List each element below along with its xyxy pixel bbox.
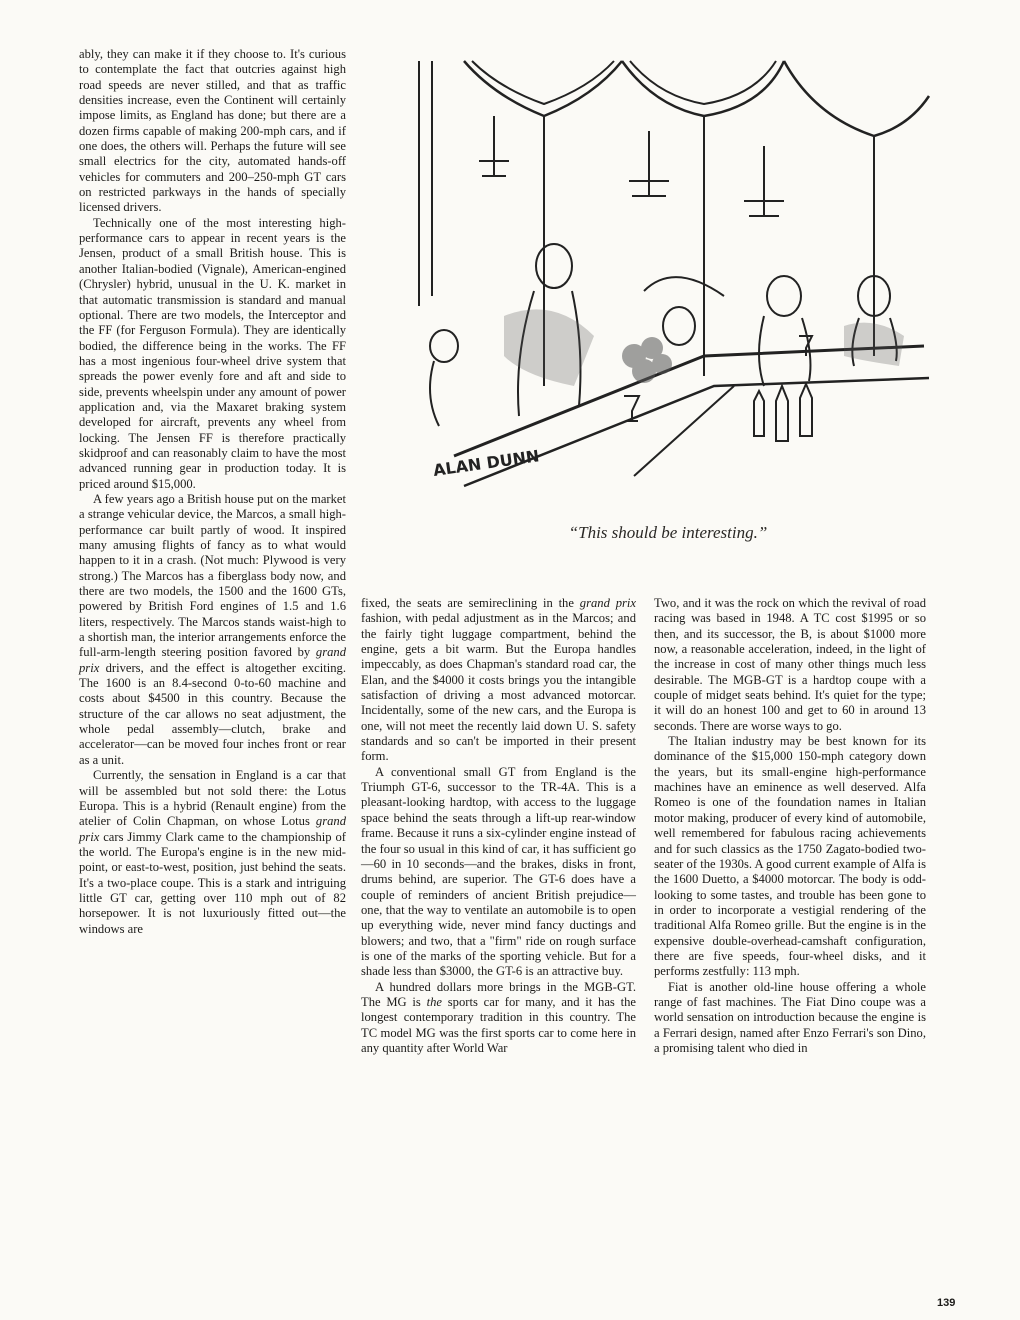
paragraph: A conventional small GT from England is the Triumph GT-6, successor to the TR-4A. This is a pleasant-looking hardtop, with access to the luggage space behind the seats through a lift-up rear-window frame. Because it runs a six-cylinder engine instead of the four so usual in this kind of car, it has sufficient go—60 in 10 seconds—and the brakes, disks in front, drums behind, are superior. The GT-6 does have a couple of reminders of ancient British prejudice—one, that the way to ventilate an automobile is to open up everything wide, never mind fancy ductings and blowers; and two, that a "firm" ride on rough surface is one of the marks of the sporting vehicle. But for a shade less than $3000, the GT-6 is an attractive buy. — [361, 764, 636, 979]
text-column-1 — [79, 47, 346, 937]
paragraph: Two, and it was the rock on which the revival of road racing was based in 1948. A TC cost $1995 or so then, and its successor, the B, is about $1000 more now, a reasonable acceleration, indeed, in the light of the increase in cost of many other things much less desirable. The MGB-GT is a hardtop coupe with a couple of midget seats behind. It's quiet for the type; it will do an honest 100 and get to 60 in around 13 seconds. There are worse ways to go. — [654, 596, 926, 733]
cartoon-caption: “This should be interesting.” — [568, 523, 768, 542]
paragraph: A hundred dollars more brings in the MGB-GT. The MG is the sports car for many, and it has the longest contemporary tradition in this country. The TC model MG was the first sports car to come here in any quantity after World War — [361, 979, 636, 1055]
cartoon-illustration — [404, 56, 932, 506]
paragraph: The Italian industry may be best known for its dominance of the $15,000 150-mph category down the years, but its small-engine high-performance machines have an eminence as well deserved. Alfa Romeo is one of the foundation names in Italian motor making, producer of every kind of automobile, well remembered for fabulous racing achievements and for such classics as the 1750 Zagato-bodied two-seater of the 1930s. A good current example of Alfa is the 1600 Duetto, a $4000 motorcar. The body is odd-looking to some tastes, and trouble has been gone to in order to incorporate a vestigial rendering of the traditional Alfa Romeo grille. But the engine is in the expensive double-overhead-camshaft configuration, there are five speeds, four-wheel disks, and it performs zestfully: 113 mph. — [654, 734, 926, 979]
paragraph: Fiat is another old-line house offering a whole range of fast machines. The Fiat Dino coupe was a world sensation on introduction because the engine is a Ferrari design, named after Enzo Ferrari's son Dino, a promising talent who died in — [654, 979, 926, 1055]
cartoonist-signature: ALAN DUNN — [431, 446, 541, 480]
paragraph: Technically one of the most interesting high-performance cars to appear in recent years is the Jensen, product of a small British house. This is another Italian-bodied (Vignale), American-engined (Chrysler) hybrid, unusual in the U. K. market in that automatic transmission is standard and manual optional. There are two models, the Interceptor and the FF (for Ferguson Formula). They are identically bodied, the difference being in the works. The FF has a most ingenious four-wheel drive system that spreads the power evenly fore and aft and side to side, prevents wheelspin under any amount of power application and, via the Maxaret braking system developed for aircraft, prevents any wheel from locking. The Jensen FF is therefore practically skidproof and can reasonably claim to have the most advanced running gear in production today. It is priced around $15,000. — [79, 215, 346, 491]
paragraph: fixed, the seats are semireclining in the grand prix fashion, with pedal adjustment as in the Marcos; and the fairly tight luggage compartment, behind the engine, gets a bit warm. But the Europa handles impeccably, as does Chapman's standard road car, the Elan, and the $4000 it costs brings you the intangible satisfaction of driving a most advanced motorcar. Incidentally, some of the new cars, and the Europa is one, will not meet the recently laid down U. S. safety standards and so can't be imported in their present form. — [361, 596, 636, 764]
page-number: 139 — [937, 1297, 956, 1309]
text-column-2 — [361, 596, 636, 1056]
paragraph: ably, they can make it if they choose to. It's curious to contemplate the fact that outcries against high road speeds are never stilled, and that as traffic densities increase, even the Continent will certainly impose limits, as England has done; but there are a dozen firms capable of making 200-mph cars, and if one does, the others will. Perhaps the future will see small electrics for the city, automated hands-off vehicles for commuters and 200–250-mph GT cars on restricted parkways in the hands of specially licensed drivers. — [79, 47, 346, 215]
paragraph: A few years ago a British house put on the market a strange vehicular device, the Marcos, a small high-performance car built partly of wood. It inspired many amusing flights of fancy as to what would happen to it in a crash. (Not much: Plywood is very strong.) The Marcos has a fiberglass body now, and there are two models, the 1500 and the 1600 GTs, powered by British Ford engines of 1.5 and 1.6 liters, respectively. The Marcos stands waist-high to a shortish man, the interior arrangements enforce the full-arm-length steering position favored by grand prix drivers, and the effect is altogether exciting. The 1600 is an 8.4-second 0-to-60 machine and costs about $4500 in this country. Because the structure of the car allows no seat adjustment, the whole pedal assembly—clutch, brake and accelerator—can be moved four inches front or rear as a unit. — [79, 491, 347, 767]
text-column-3 — [654, 596, 926, 1056]
paragraph: Currently, the sensation in England is a car that will be assembled but not sold there: the Lotus Europa. This is a hybrid (Renault engine) from the atelier of Colin Chapman, on whose Lotus grand prix cars Jimmy Clark came to the championship of the world. The Europa's engine is in the new mid-point, or east-to-west, position, just behind the seats. It's a two-place coupe. This is a stark and intriguing little GT car, getting over 110 mph out of 82 horsepower. It is not luxuriously fitted out—the windows are — [79, 768, 346, 936]
